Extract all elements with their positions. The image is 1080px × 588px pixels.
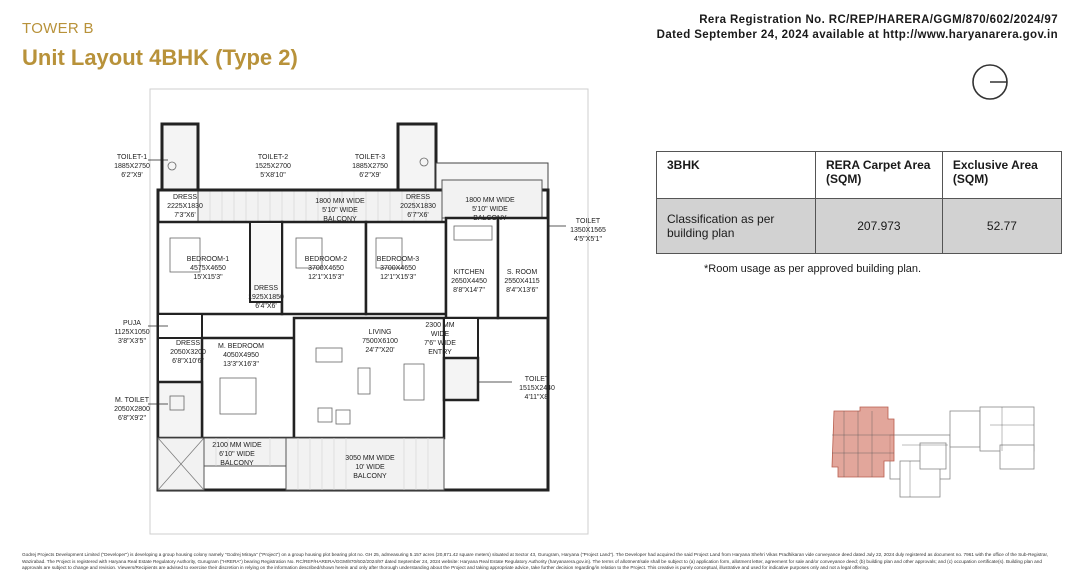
label-dress3-line3: 6'7"X6' — [407, 212, 429, 219]
label-toilet-right-line3: 4'5"X5'1" — [574, 236, 602, 243]
label-dress2-line3: 6'4"X6' — [255, 303, 277, 310]
label-toilet-entry-line1: TOILET — [524, 376, 550, 383]
label-sroom-line1: S. ROOM — [506, 269, 538, 276]
label-toilet1-line1: TOILET-1 — [116, 154, 148, 161]
label-toilet-right-line2: 1350X1565 — [570, 227, 606, 234]
label-bedroom1-line3: 15'X15'3" — [193, 274, 223, 281]
label-toilet1-line3: 6'2"X9' — [121, 172, 143, 179]
unit-layout-title: Unit Layout 4BHK (Type 2) — [22, 45, 298, 70]
label-bedroom2-line2: 3700X4650 — [308, 265, 344, 272]
label-dress2-line1: DRESS — [253, 285, 279, 292]
label-living-line3: 24'7"X20' — [365, 347, 395, 354]
label-bedroom2-line1: BEDROOM-2 — [304, 256, 348, 263]
label-bedroom1-line2: 4575X4650 — [190, 265, 226, 272]
label-balcony3-line2: 6'10" WIDE — [219, 451, 255, 458]
label-bedroom3-line3: 12'1"X15'3" — [380, 274, 416, 281]
label-bedroom2-line3: 12'1"X15'3" — [308, 274, 344, 281]
label-sroom-line2: 2550X4115 — [504, 278, 540, 285]
label-dress3-line2: 2025X1830 — [400, 203, 436, 210]
label-toilet-entry-line2: 1515X2440 — [519, 385, 555, 392]
label-dress1-line1: DRESS — [172, 194, 198, 201]
label-dress1-line3: 7'3"X6' — [174, 212, 196, 219]
label-toilet3-line3: 6'2"X9' — [359, 172, 381, 179]
label-dress1-line2: 2225X1830 — [167, 203, 203, 210]
rera-carpet-value: 207.973 — [815, 199, 942, 254]
label-living-line2: 7500X6100 — [362, 338, 398, 345]
tower-label: TOWER B — [22, 20, 94, 37]
label-entry-line4: ENTRY — [428, 349, 452, 356]
label-living-line1: LIVING — [368, 329, 392, 336]
label-dress-m-line1: DRESS — [175, 340, 201, 347]
label-bedroom3-line1: BEDROOM-3 — [376, 256, 420, 263]
label-toilet2-line2: 1525X2700 — [255, 163, 291, 170]
label-puja-line3: 3'8"X3'5" — [118, 338, 146, 345]
label-toilet1-line2: 1885X2750 — [114, 163, 150, 170]
label-kitchen-line1: KITCHEN — [453, 269, 485, 276]
label-mbedroom-line1: M. BEDROOM — [218, 343, 264, 350]
label-kitchen-line3: 8'8"X14'7" — [453, 287, 485, 294]
col-header-exclusive: Exclusive Area (SQM) — [942, 152, 1061, 199]
label-dress3-line1: DRESS — [405, 194, 431, 201]
label-balcony1-line3: BALCONY — [323, 216, 357, 223]
label-balcony3-line1: 2100 MM WIDE — [212, 442, 262, 449]
label-balcony1-line2: 5'10" WIDE — [322, 207, 358, 214]
label-balcony1-line1: 1800 MM WIDE — [315, 198, 365, 205]
label-balcony2-line1: 1800 MM WIDE — [465, 197, 515, 204]
label-balcony3-line3: BALCONY — [220, 460, 254, 467]
room-usage-note: *Room usage as per approved building plan. — [704, 263, 922, 275]
label-balcony2-line2: 5'10" WIDE — [472, 206, 508, 213]
label-puja-line1: PUJA — [123, 320, 141, 327]
label-balcony4-line3: BALCONY — [353, 473, 387, 480]
label-balcony4-line2: 10' WIDE — [355, 464, 385, 471]
label-puja-line2: 1125X1050 — [114, 329, 150, 336]
label-toilet3-line2: 1885X2750 — [352, 163, 388, 170]
col-header-rera-carpet: RERA Carpet Area (SQM) — [815, 152, 942, 199]
label-mbedroom-line3: 13'3"X16'3" — [223, 361, 259, 368]
label-mbedroom-line2: 4050X4950 — [223, 352, 259, 359]
label-toilet-right-line1: TOILET — [575, 218, 601, 225]
label-toilet-entry-line3: 4'11"X8' — [524, 394, 550, 401]
label-toilet2-line3: 5'X8'10" — [260, 172, 286, 179]
label-bedroom1-line1: BEDROOM-1 — [186, 256, 230, 263]
col-header-type: 3BHK — [657, 152, 816, 199]
key-plan — [830, 405, 1062, 505]
label-dress-m-line2: 2050X3200 — [170, 349, 206, 356]
label-kitchen-line2: 2650X4450 — [451, 278, 487, 285]
label-balcony2-line3: BALCONY — [473, 215, 507, 222]
label-sroom-line3: 8'4"X13'6" — [506, 287, 538, 294]
label-mtoilet-line1: M. TOILET — [115, 397, 149, 404]
rera-line-1: Rera Registration No. RC/REP/HARERA/GGM/870/602/2024/97 — [699, 14, 1058, 26]
rera-line-2: Dated September 24, 2024 available at http://www.haryanarera.gov.in — [656, 29, 1058, 41]
label-toilet3-line1: TOILET-3 — [354, 154, 386, 161]
label-mtoilet-line3: 6'8"X9'2" — [118, 415, 146, 422]
label-mtoilet-line2: 2050X2800 — [114, 406, 150, 413]
row-label: Classification as per building plan — [657, 199, 816, 254]
label-bedroom3-line2: 3700X4650 — [380, 265, 416, 272]
key-plan-highlight — [832, 407, 894, 477]
label-toilet2-line1: TOILET-2 — [257, 154, 289, 161]
label-balcony4-line1: 3050 MM WIDE — [345, 455, 395, 462]
label-dress2-line2: 1925X1850 — [248, 294, 284, 301]
legal-disclaimer: Godrej Projects Development Limited ("Developer") is developing a group housing colony namely "Godrej Miraya" ("Project") on a group housing plot bearing plot no. GH 25, admeasuring 5.157 acres (20,871.42 square meters) situated at Sector 43, Gurugram, Haryana ("Project Land"). The Developer had acquired the said Project Land from Haryana Shehri Vikas Pradhikaran vide conveyance deed dated July 22, 2024 duly registered as document no. 7961 with the office of the Sub-Registrar, Wazirabad. The Project is registered with Haryana Real Estate Regulatory Authority, Gurugram ("HRERA") bearing Registration No. RC/REP/HARERA/GGM/870/602/2024/97 dated September 24, 2024 website: Haryana Real Estate Regulatory Authority (haryanarera.gov.in). The terms of allotment/sale shall be subject to (a) application form, allotment letter, agreement for sale and/or conveyance deed; (b) building plan and other approvals; and (c) occupation certificate(s). Building plan and approvals are subject to change and revision. Viewers/Recipients are advised to exercise their discretion in relying on the information described/shown herein and only after thorough understanding about the Project and taking appropriate advice, take further decision regarding/in relation to the Project. This creative is purely conceptual, illustrative and used for indicative purposes only and not a legal offering. — [22, 552, 1049, 570]
label-entry-line2: WIDE — [430, 331, 450, 338]
exclusive-value: 52.77 — [942, 199, 1061, 254]
label-entry-line3: 7'6" WIDE — [424, 340, 456, 347]
label-entry-line1: 2300 MM — [425, 322, 455, 329]
label-dress-m-line3: 6'8"X10'6" — [172, 358, 204, 365]
